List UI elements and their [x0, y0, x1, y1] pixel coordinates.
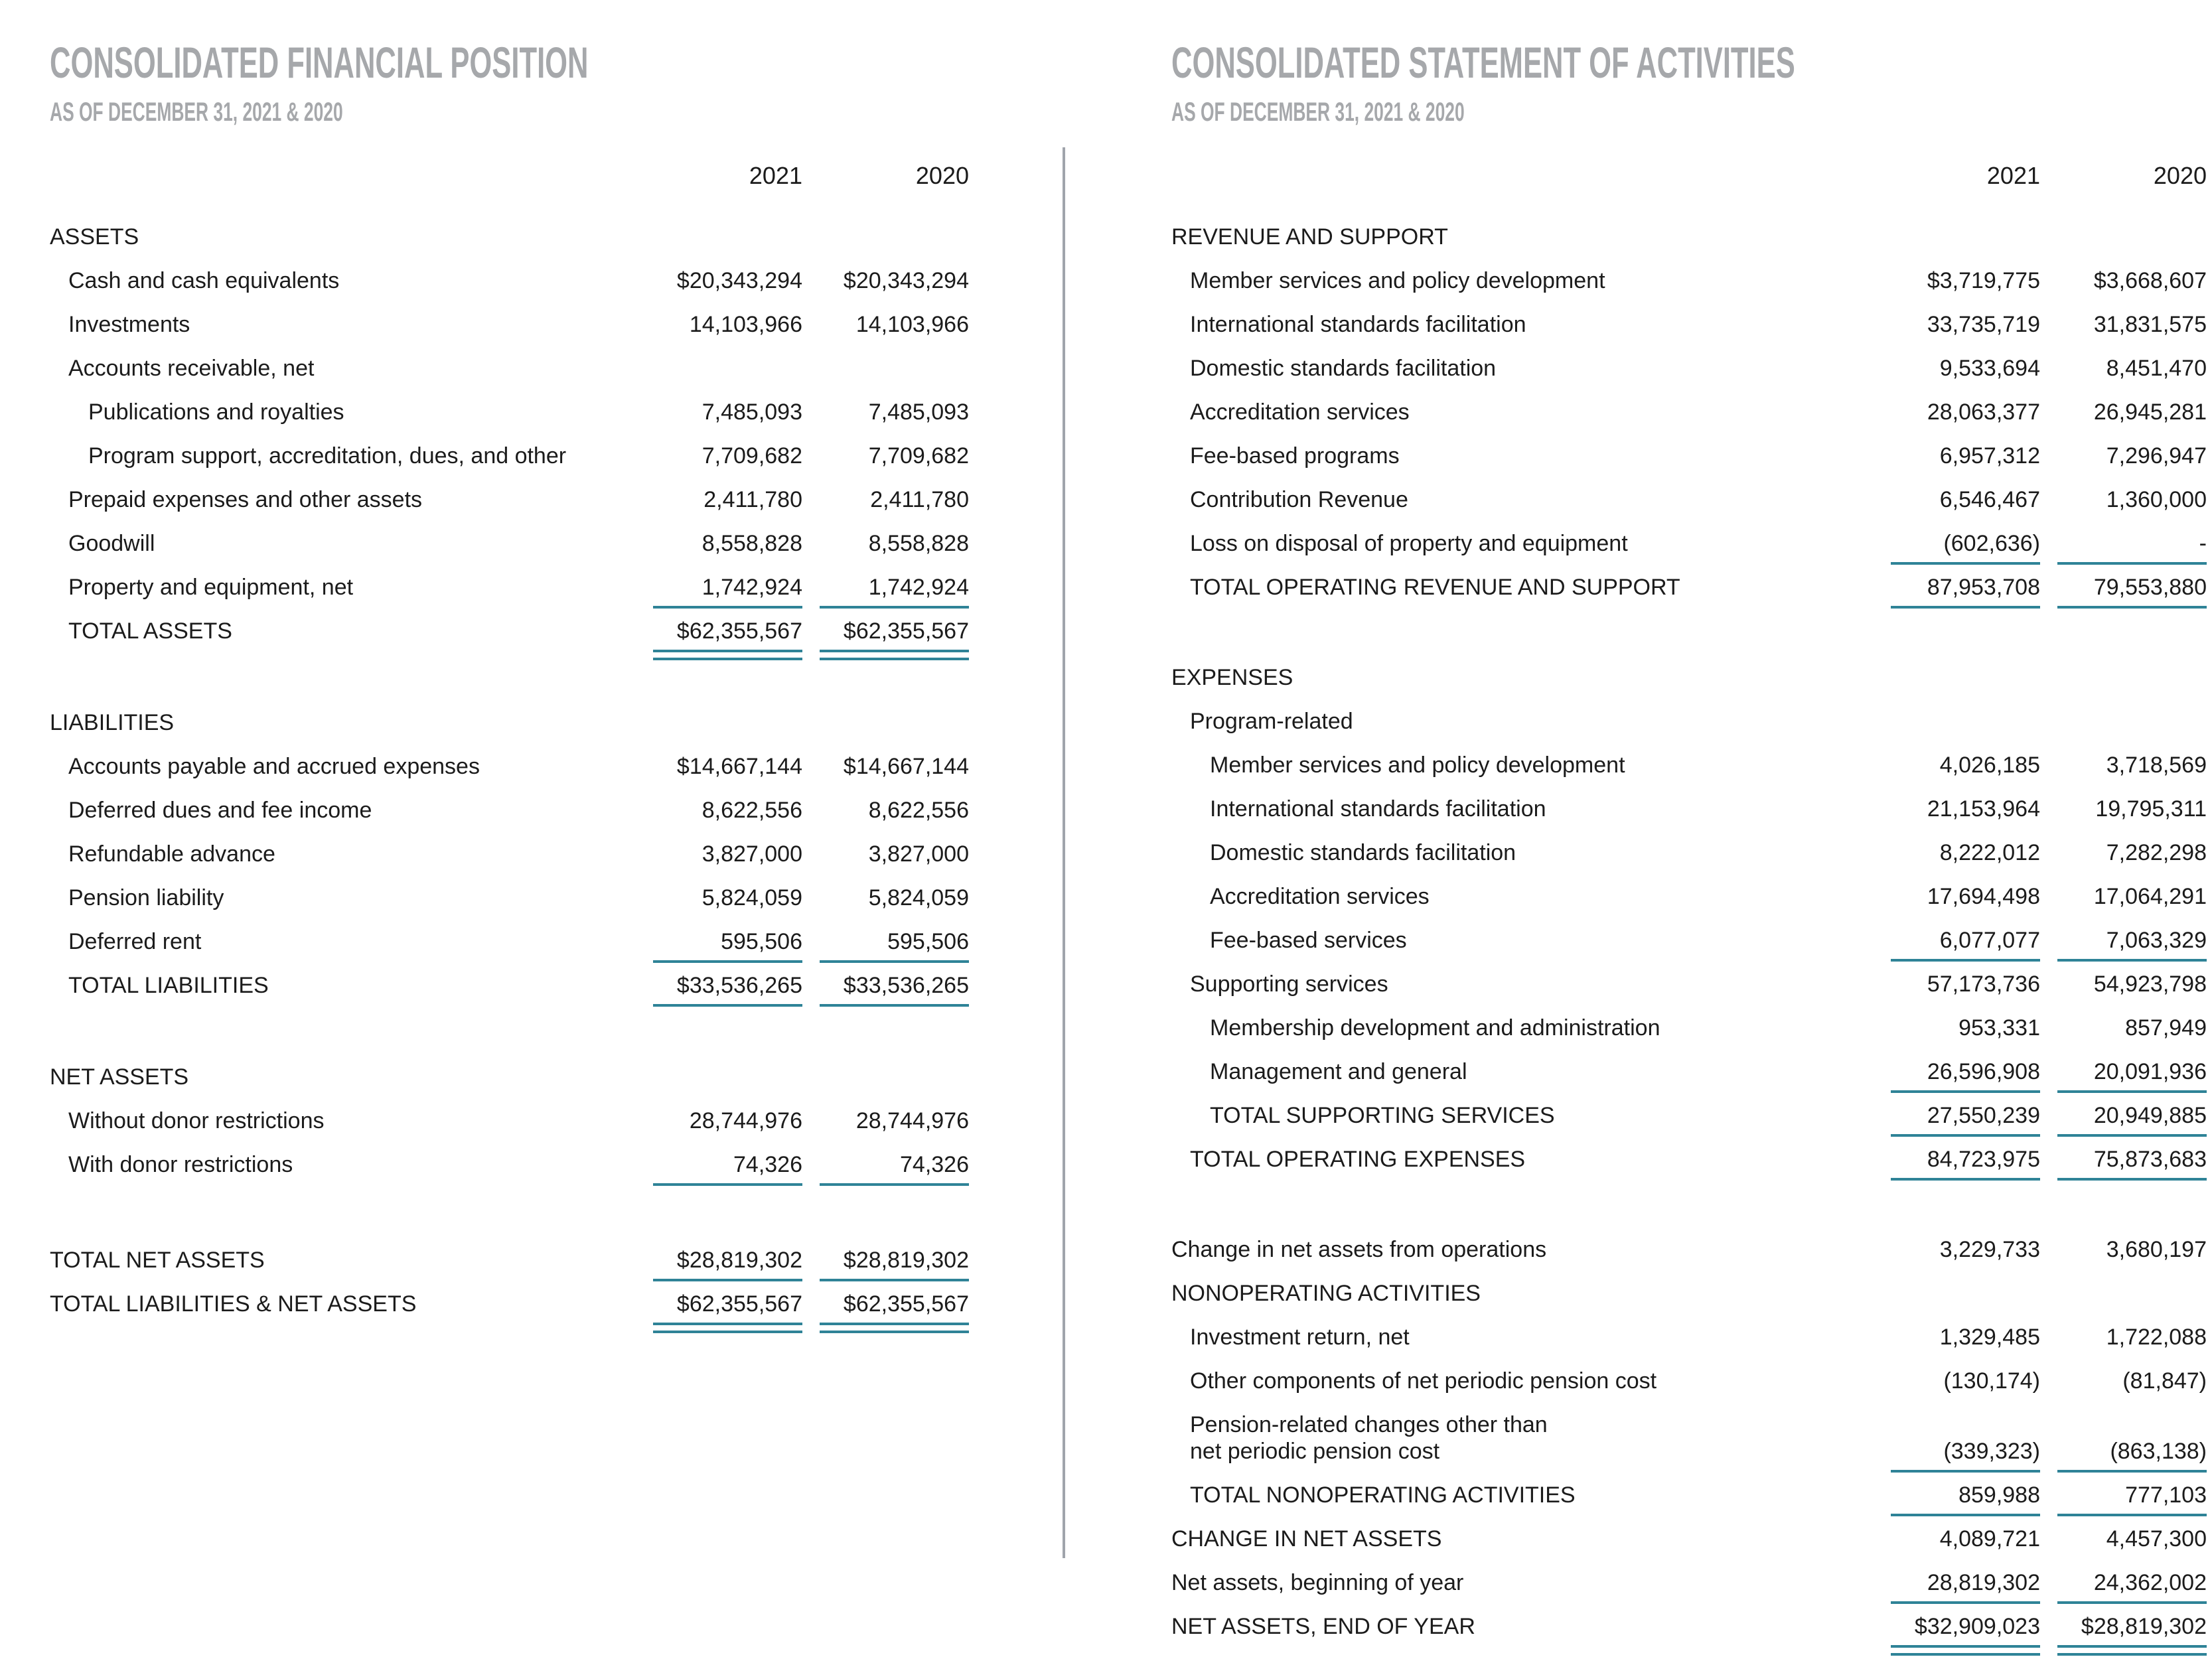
statement-of-activities-year-headers	[1171, 162, 2207, 190]
row-label: Accounts receivable, net	[68, 356, 315, 381]
row-label: TOTAL LIABILITIES	[68, 973, 269, 998]
row-value-2020: -	[2057, 530, 2207, 557]
row-value-2020: $28,819,302	[820, 1247, 969, 1273]
row-value-2020: (81,847)	[2122, 1368, 2207, 1394]
row-value-2021: 57,173,736	[1927, 972, 2040, 997]
row-label: Member services and policy development	[1210, 753, 1625, 778]
table-row	[1171, 346, 2207, 390]
row-value-2020: 1,722,088	[2106, 1325, 2207, 1350]
table-row	[1171, 699, 2207, 743]
table-row	[1171, 1006, 2207, 1050]
table-row	[1171, 390, 2207, 434]
row-value-2021: 74,326	[653, 1151, 802, 1178]
statement-of-activities-table	[1171, 215, 2207, 1648]
financial-position-panel	[50, 38, 969, 1326]
table-row	[50, 522, 969, 565]
table-row	[1171, 1315, 2207, 1359]
table-row	[50, 876, 969, 920]
row-value-2020: $62,355,567	[820, 618, 969, 644]
row-value-2021: (339,323)	[1891, 1438, 2040, 1465]
row-value-2020: $20,343,294	[843, 268, 969, 293]
row-label: Other components of net periodic pension cost	[1190, 1368, 1657, 1394]
row-value-2020: 1,360,000	[2106, 487, 2207, 512]
row-value-2021: (130,174)	[1943, 1368, 2040, 1394]
section-header-row	[1171, 656, 2207, 699]
row-label: Accreditation services	[1210, 884, 1430, 909]
row-value-2021: 7,485,093	[701, 399, 802, 425]
row-label-line2: net periodic pension cost	[1190, 1439, 1440, 1464]
row-value-2021: 4,026,185	[1939, 753, 2040, 778]
row-label: TOTAL ASSETS	[68, 618, 232, 644]
vertical-divider	[1063, 147, 1065, 1558]
row-value-2021: $62,355,567	[653, 618, 802, 644]
table-row	[1171, 1605, 2207, 1648]
row-value-2020: $62,355,567	[820, 1291, 969, 1317]
table-row	[1171, 1473, 2207, 1517]
row-label: NONOPERATING ACTIVITIES	[1171, 1281, 1481, 1306]
row-value-2021: $20,343,294	[676, 268, 802, 293]
row-value-2020: 5,824,059	[868, 885, 969, 910]
row-value-2020: 3,718,569	[2106, 753, 2207, 778]
row-label: Cash and cash equivalents	[68, 268, 340, 293]
row-label: EXPENSES	[1171, 665, 1293, 690]
row-label: Publications and royalties	[88, 399, 344, 425]
row-value-2021: 28,744,976	[689, 1108, 802, 1133]
row-label: Prepaid expenses and other assets	[68, 487, 423, 512]
row-value-2021: $3,719,775	[1927, 268, 2040, 293]
row-value-2020: $14,667,144	[843, 754, 969, 779]
row-value-2021: 17,694,498	[1927, 884, 2040, 909]
row-label: TOTAL NET ASSETS	[50, 1248, 265, 1273]
table-row	[50, 788, 969, 832]
row-label: TOTAL LIABILITIES & NET ASSETS	[50, 1291, 417, 1317]
row-value-2021: 7,709,682	[701, 443, 802, 469]
row-label: TOTAL OPERATING EXPENSES	[1190, 1147, 1526, 1172]
row-label: LIABILITIES	[50, 710, 175, 735]
table-row	[1171, 918, 2207, 962]
table-row	[1171, 565, 2207, 609]
table-row	[1171, 1359, 2207, 1403]
row-label: REVENUE AND SUPPORT	[1171, 224, 1448, 250]
row-value-2021: $33,536,265	[653, 972, 802, 999]
table-row	[50, 1099, 969, 1143]
table-row	[50, 609, 969, 653]
table-row	[1171, 1403, 2207, 1473]
table-row	[1171, 303, 2207, 346]
statement-of-activities-title: CONSOLIDATED STATEMENT OF ACTIVITIES	[1171, 38, 1795, 87]
row-value-2021: $14,667,144	[676, 754, 802, 779]
row-value-2020: 74,326	[820, 1151, 969, 1178]
table-row	[50, 1282, 969, 1326]
row-value-2021: (602,636)	[1891, 530, 2040, 557]
row-value-2021: $32,909,023	[1891, 1613, 2040, 1640]
table-row	[1171, 434, 2207, 478]
row-value-2020: 3,827,000	[868, 841, 969, 867]
year-2020-header: 2020	[2153, 162, 2207, 189]
year-2021-header: 2021	[749, 162, 802, 189]
row-value-2021: 2,411,780	[703, 487, 802, 512]
row-label: Accounts payable and accrued expenses	[68, 754, 480, 779]
table-row	[1171, 1561, 2207, 1605]
table-row	[50, 920, 969, 964]
row-label: With donor restrictions	[68, 1152, 293, 1177]
financial-position-title: CONSOLIDATED FINANCIAL POSITION	[50, 38, 589, 87]
table-row	[50, 434, 969, 478]
row-label: Deferred rent	[68, 929, 202, 954]
statement-of-activities-subtitle: AS OF DECEMBER 31, 2021 & 2020	[1171, 98, 1465, 127]
table-row	[1171, 1517, 2207, 1561]
row-value-2021: 21,153,964	[1927, 796, 2040, 822]
table-row	[1171, 1137, 2207, 1181]
row-label: Change in net assets from operations	[1171, 1237, 1547, 1262]
row-value-2021: 8,558,828	[701, 531, 802, 556]
table-row	[1171, 1094, 2207, 1137]
row-value-2021: $62,355,567	[653, 1291, 802, 1317]
row-label: Domestic standards facilitation	[1210, 840, 1516, 865]
row-value-2020: 8,558,828	[868, 531, 969, 556]
row-label: TOTAL SUPPORTING SERVICES	[1210, 1103, 1555, 1128]
row-label: International standards facilitation	[1210, 796, 1546, 822]
table-row	[1171, 962, 2207, 1006]
table-row	[1171, 522, 2207, 565]
table-row	[1171, 1050, 2207, 1094]
row-value-2020: 79,553,880	[2057, 574, 2207, 601]
row-value-2021: 84,723,975	[1891, 1146, 2040, 1173]
section-header-row	[50, 215, 969, 259]
row-label: Refundable advance	[68, 841, 275, 867]
table-row	[1171, 875, 2207, 918]
row-label: Property and equipment, net	[68, 575, 354, 600]
row-label: Pension-related changes other than net periodic pension cost	[1171, 1411, 1874, 1465]
row-value-2020: $3,668,607	[2093, 268, 2207, 293]
row-value-2020: (863,138)	[2057, 1438, 2207, 1465]
row-value-2021: 6,077,077	[1891, 927, 2040, 954]
row-value-2021: 5,824,059	[701, 885, 802, 910]
table-row	[50, 1143, 969, 1187]
row-value-2020: 24,362,002	[2057, 1569, 2207, 1596]
row-label: TOTAL OPERATING REVENUE AND SUPPORT	[1190, 575, 1680, 600]
row-label: TOTAL NONOPERATING ACTIVITIES	[1190, 1482, 1576, 1508]
statement-of-activities-panel	[1171, 38, 2207, 1648]
row-label: Deferred dues and fee income	[68, 798, 372, 823]
row-value-2021: 28,063,377	[1927, 399, 2040, 425]
table-row	[50, 259, 969, 303]
row-value-2021: 8,222,012	[1939, 840, 2040, 865]
row-value-2021: 595,506	[653, 928, 802, 955]
row-value-2021: 4,089,721	[1939, 1526, 2040, 1551]
row-value-2021: 26,596,908	[1891, 1058, 2040, 1085]
table-row	[50, 745, 969, 788]
row-value-2021: 6,546,467	[1939, 487, 2040, 512]
row-value-2021: 953,331	[1958, 1015, 2040, 1041]
section-header-row	[1171, 1271, 2207, 1315]
row-label: Domestic standards facilitation	[1190, 356, 1497, 381]
table-row	[1171, 743, 2207, 787]
row-value-2021: 859,988	[1891, 1482, 2040, 1508]
section-header-row	[50, 701, 969, 745]
row-value-2020: 777,103	[2057, 1482, 2207, 1508]
row-value-2021: $28,819,302	[653, 1247, 802, 1273]
row-label: NET ASSETS, END OF YEAR	[1171, 1614, 1475, 1639]
table-row	[50, 346, 969, 390]
financial-position-table	[50, 215, 969, 1326]
section-header-row	[50, 1055, 969, 1099]
row-value-2021: 33,735,719	[1927, 312, 2040, 337]
row-label: Investments	[68, 312, 190, 337]
row-label: Without donor restrictions	[68, 1108, 325, 1133]
row-value-2020: 7,282,298	[2106, 840, 2207, 865]
year-2020-header: 2020	[915, 162, 969, 189]
row-label: International standards facilitation	[1190, 312, 1526, 337]
year-2021-header: 2021	[1986, 162, 2040, 189]
table-row	[1171, 259, 2207, 303]
row-value-2020: 20,091,936	[2057, 1058, 2207, 1085]
row-value-2021: 28,819,302	[1891, 1569, 2040, 1596]
row-label: Investment return, net	[1190, 1325, 1410, 1350]
table-row	[1171, 478, 2207, 522]
table-row	[50, 303, 969, 346]
row-label: Fee-based services	[1210, 928, 1407, 953]
row-value-2020: 1,742,924	[820, 574, 969, 601]
row-value-2021: 8,622,556	[701, 798, 802, 823]
row-value-2020: 19,795,311	[2095, 796, 2207, 822]
row-value-2020: 7,063,329	[2057, 927, 2207, 954]
row-label: Pension liability	[68, 885, 224, 910]
row-value-2020: 7,709,682	[868, 443, 969, 469]
section-header-row	[1171, 215, 2207, 259]
table-row	[1171, 831, 2207, 875]
row-label: CHANGE IN NET ASSETS	[1171, 1526, 1442, 1551]
row-label: Contribution Revenue	[1190, 487, 1408, 512]
row-value-2020: 3,680,197	[2106, 1237, 2207, 1262]
table-row	[50, 832, 969, 876]
row-value-2021: 1,742,924	[653, 574, 802, 601]
table-row	[50, 964, 969, 1007]
row-label: Program support, accreditation, dues, and other	[88, 443, 567, 469]
row-value-2020: 595,506	[820, 928, 969, 955]
row-value-2020: 8,622,556	[868, 798, 969, 823]
row-value-2020: 75,873,683	[2057, 1146, 2207, 1173]
row-value-2021: 1,329,485	[1939, 1325, 2040, 1350]
table-row	[1171, 1228, 2207, 1271]
row-value-2021: 3,827,000	[701, 841, 802, 867]
table-row	[1171, 787, 2207, 831]
row-value-2020: 28,744,976	[855, 1108, 969, 1133]
row-label: ASSETS	[50, 224, 139, 250]
row-value-2021: 14,103,966	[689, 312, 802, 337]
row-label: Member services and policy development	[1190, 268, 1605, 293]
row-label: Net assets, beginning of year	[1171, 1570, 1464, 1595]
row-value-2020: 17,064,291	[2093, 884, 2207, 909]
row-value-2020: 8,451,470	[2106, 356, 2207, 381]
financial-position-year-headers	[50, 162, 969, 190]
row-label: NET ASSETS	[50, 1064, 189, 1090]
row-label: Fee-based programs	[1190, 443, 1400, 469]
row-label: Goodwill	[68, 531, 155, 556]
row-label: Management and general	[1210, 1059, 1467, 1084]
row-label: Supporting services	[1190, 972, 1388, 997]
row-value-2020: 857,949	[2125, 1015, 2207, 1041]
row-value-2020: 2,411,780	[870, 487, 969, 512]
row-value-2020: $28,819,302	[2057, 1613, 2207, 1640]
row-value-2021: 6,957,312	[1939, 443, 2040, 469]
row-label: Accreditation services	[1190, 399, 1410, 425]
row-value-2020: 31,831,575	[2093, 312, 2207, 337]
row-label: Membership development and administration	[1210, 1015, 1660, 1041]
row-value-2020: 7,296,947	[2106, 443, 2207, 469]
table-row	[50, 478, 969, 522]
row-value-2020: $33,536,265	[820, 972, 969, 999]
row-value-2020: 54,923,798	[2093, 972, 2207, 997]
row-value-2021: 3,229,733	[1939, 1237, 2040, 1262]
row-label: Loss on disposal of property and equipment	[1190, 531, 1628, 556]
row-label: Program-related	[1190, 709, 1353, 734]
row-value-2021: 9,533,694	[1939, 356, 2040, 381]
row-value-2020: 4,457,300	[2106, 1526, 2207, 1551]
row-value-2020: 7,485,093	[868, 399, 969, 425]
row-value-2020: 14,103,966	[855, 312, 969, 337]
row-value-2020: 20,949,885	[2057, 1102, 2207, 1129]
table-row	[50, 390, 969, 434]
row-value-2021: 87,953,708	[1891, 574, 2040, 601]
row-value-2021: 27,550,239	[1891, 1102, 2040, 1129]
financial-position-subtitle: AS OF DECEMBER 31, 2021 & 2020	[50, 98, 343, 127]
row-value-2020: 26,945,281	[2093, 399, 2207, 425]
table-row	[50, 565, 969, 609]
table-row	[50, 1238, 969, 1282]
